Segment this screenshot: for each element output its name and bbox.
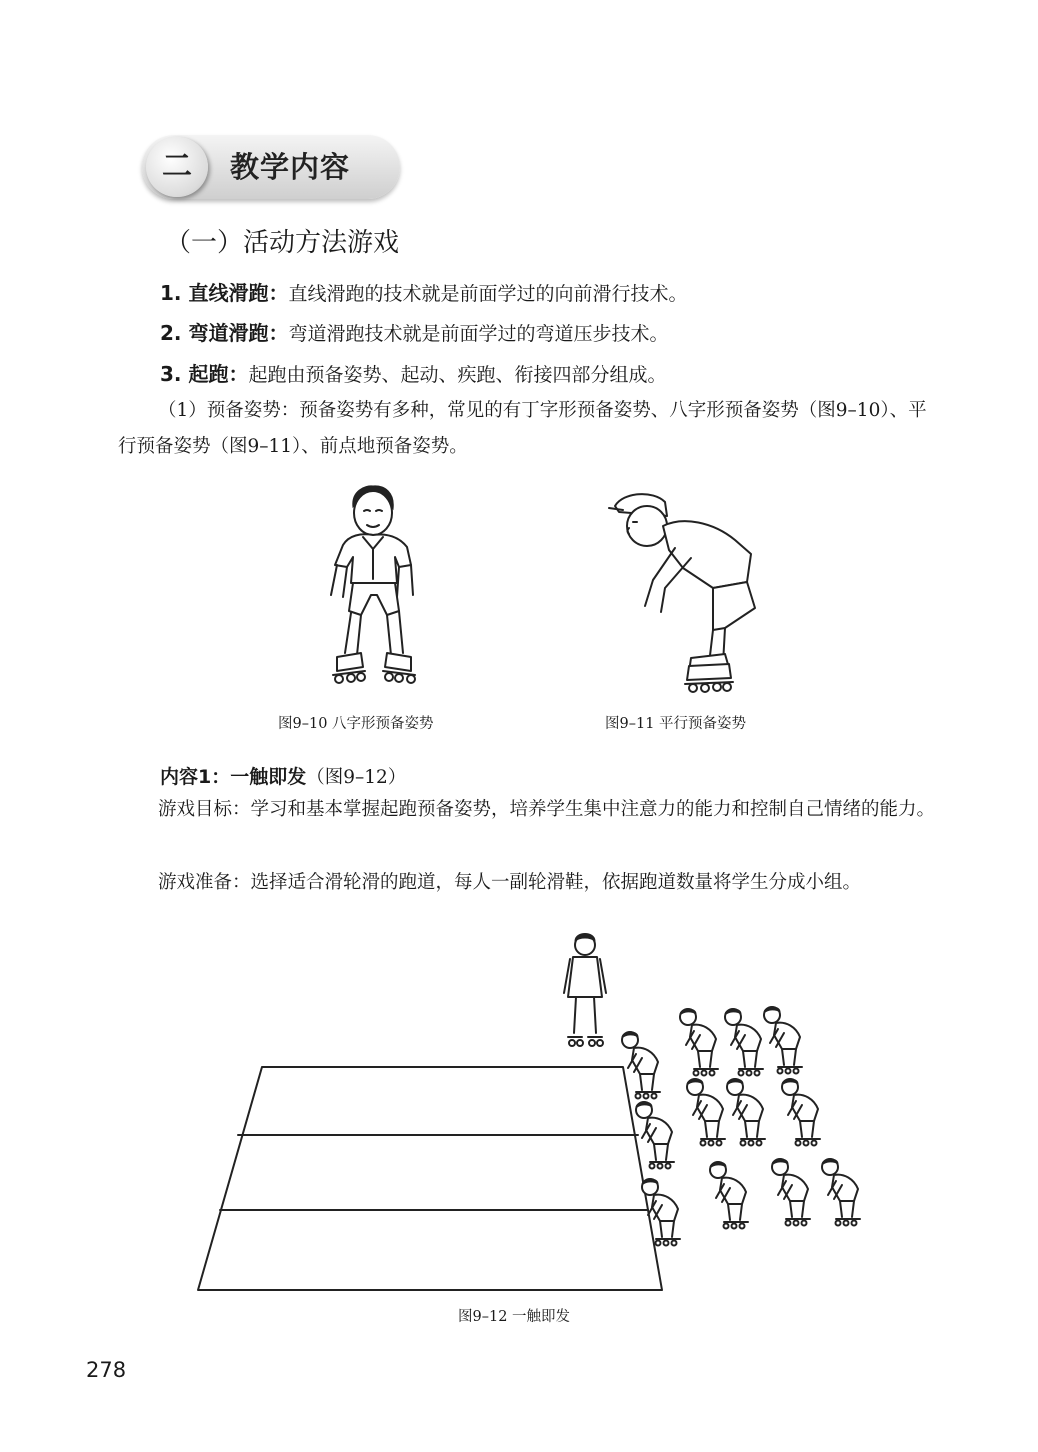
content-1-title: 内容1：一触即发 — [160, 766, 307, 788]
figure-9-12-illustration — [190, 925, 870, 1295]
section-title: 教学内容 — [230, 150, 351, 184]
item-straight-skating — [160, 279, 688, 308]
running-track — [198, 1067, 662, 1290]
paragraph-posture: （1）预备姿势：预备姿势有多种，常见的有丁字形预备姿势、八字形预备姿势（图9–10）、平行预备姿势（图9–11）、前点地预备姿势。 — [118, 400, 927, 457]
page-number: 278 — [86, 1358, 127, 1382]
figure-9-12-caption: 图9–12 一触即发 — [458, 1309, 571, 1325]
item-text: 弯道滑跑技术就是前面学过的弯道压步技术。 — [288, 323, 669, 345]
section-badge — [142, 135, 400, 199]
item-start — [160, 360, 667, 389]
skater-group — [622, 1007, 860, 1246]
item-text: 起跑由预备姿势、起动、疾跑、衔接四部分组成。 — [248, 364, 667, 386]
figure-9-10-illustration — [315, 483, 425, 693]
item-lead: 3. 起跑： — [160, 362, 249, 386]
referee-figure — [564, 934, 606, 1047]
subsection-heading: （一）活动方法游戏 — [165, 228, 400, 258]
figure-9-11-illustration — [605, 488, 765, 693]
item-lead: 1. 直线滑跑： — [160, 281, 289, 305]
paragraph-goal: 游戏目标：学习和基本掌握起跑预备姿势，培养学生集中注意力的能力和控制自己情绪的能力。 — [158, 799, 936, 820]
figure-9-10-caption: 图9–10 八字形预备姿势 — [278, 716, 434, 732]
section-number: 二 — [146, 137, 208, 197]
paragraph-preparation: 游戏准备：选择适合滑轮滑的跑道，每人一副轮滑鞋，依据跑道数量将学生分成小组。 — [158, 872, 862, 893]
figure-9-11-caption: 图9–11 平行预备姿势 — [605, 716, 747, 732]
item-lead: 2. 弯道滑跑： — [160, 321, 289, 345]
item-text: 直线滑跑的技术就是前面学过的向前滑行技术。 — [288, 283, 688, 305]
item-curve-skating — [160, 319, 669, 348]
content-1-ref: （图9–12） — [306, 767, 407, 788]
content-1-heading — [160, 762, 406, 789]
